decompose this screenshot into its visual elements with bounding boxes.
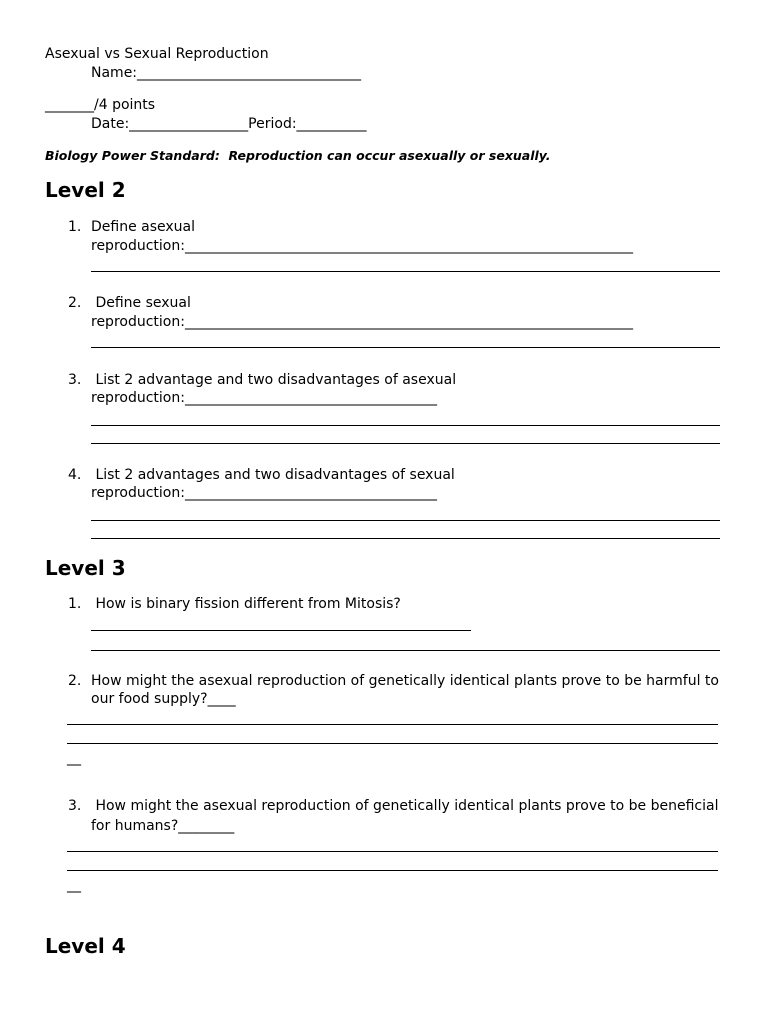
- l2-q1-text: Define asexual: [91, 219, 196, 235]
- l2-q4-number: 4.: [68, 467, 82, 483]
- l2-q1-answer-prompt: reproduction:________________________________________________________________: [91, 238, 633, 254]
- level-4-heading: Level 4: [45, 934, 126, 958]
- power-standard: Biology Power Standard: Reproduction can occur asexually or sexually.: [45, 148, 551, 163]
- l2-q1-answer-line: [91, 271, 720, 272]
- l2-q3-number: 3.: [68, 372, 82, 388]
- l3-q1-text: How is binary fission different from Mitosis?: [91, 596, 401, 612]
- date-period-field: Date:_________________Period:__________: [91, 116, 367, 132]
- l2-q2-answer-line: [91, 347, 720, 348]
- l3-q2-answer-line-2: [67, 743, 718, 744]
- points-field: _______/4 points: [45, 97, 156, 113]
- l3-q1-number: 1.: [68, 596, 82, 612]
- l3-q1-answer-line-2: [91, 650, 720, 651]
- l2-q3-answer-line-2: [91, 443, 720, 444]
- l2-q4-text: List 2 advantages and two disadvantages of sexual: [91, 467, 455, 483]
- l2-q3-text: List 2 advantage and two disadvantages of asexual: [91, 372, 457, 388]
- l3-q3-answer-line-2: [67, 870, 718, 871]
- l2-q4-answer-prompt: reproduction:____________________________________: [91, 485, 437, 501]
- l3-q3-text: How might the asexual reproduction of genetically identical plants prove to be beneficial: [91, 798, 719, 814]
- l2-q2-number: 2.: [68, 295, 82, 311]
- l3-q3-answer-line-1: [67, 851, 718, 852]
- l2-q4-answer-line-2: [91, 538, 720, 539]
- l2-q1-number: 1.: [68, 219, 82, 235]
- l3-q3-answer-tail: __: [67, 877, 81, 893]
- name-field: Name:________________________________: [91, 65, 362, 81]
- l2-q3-answer-prompt: reproduction:____________________________________: [91, 390, 437, 406]
- l3-q2-answer-line-1: [67, 724, 718, 725]
- l3-q2-answer-tail: __: [67, 750, 81, 766]
- l3-q3-text-cont: for humans?________: [91, 818, 235, 834]
- level-2-heading: Level 2: [45, 178, 126, 202]
- l2-q4-answer-line-1: [91, 520, 720, 521]
- l2-q2-answer-prompt: reproduction:________________________________________________________________: [91, 314, 633, 330]
- l3-q3-number: 3.: [68, 798, 82, 814]
- l2-q3-answer-line-1: [91, 425, 720, 426]
- l3-q2-text: How might the asexual reproduction of genetically identical plants prove to be harmful to: [91, 673, 719, 689]
- worksheet-title: Asexual vs Sexual Reproduction: [45, 46, 269, 62]
- l3-q2-number: 2.: [68, 673, 82, 689]
- l2-q2-text: Define sexual: [91, 295, 191, 311]
- l3-q1-answer-line-1: [91, 630, 471, 631]
- l3-q2-text-cont: our food supply?____: [91, 691, 236, 707]
- level-3-heading: Level 3: [45, 556, 126, 580]
